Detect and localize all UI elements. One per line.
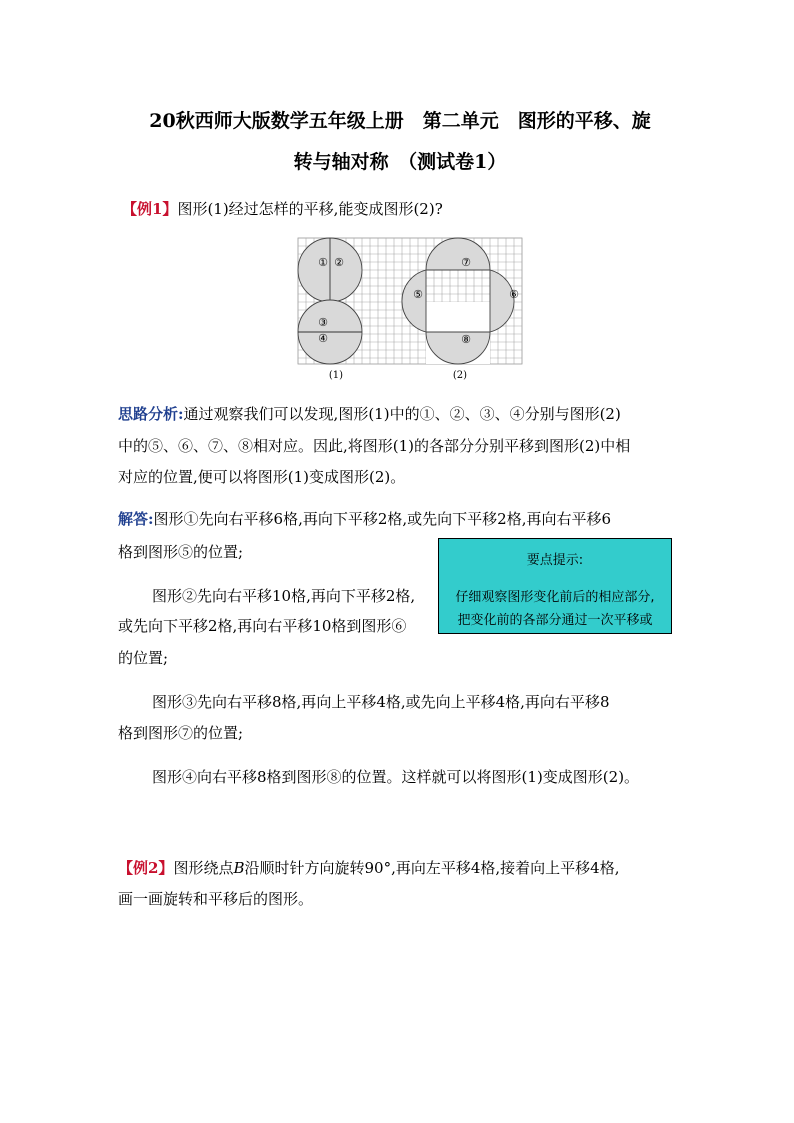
answer-line5: 的位置; bbox=[118, 649, 169, 667]
answer-text-1: 图形①先向右平移6格,再向下平移2格,或先向下平移2格,再向右平移6 bbox=[153, 510, 612, 528]
label-circle-3: ③ bbox=[318, 316, 328, 329]
analysis-line1 bbox=[118, 404, 621, 424]
answer-line3: 图形②先向右平移10格,再向下平移2格, bbox=[152, 587, 416, 605]
translation-figure bbox=[296, 236, 526, 386]
example2-label: 【例2】 bbox=[118, 859, 174, 877]
example1-label: 【例1】 bbox=[122, 200, 178, 218]
example2-line2: 画一画旋转和平移后的图形。 bbox=[118, 890, 314, 908]
example2-text-a: 图形绕点 bbox=[173, 859, 234, 877]
tip-title: 要点提示: bbox=[526, 553, 584, 568]
label-circle-4: ④ bbox=[318, 332, 328, 345]
tip-box bbox=[438, 538, 672, 634]
answer-line2: 格到图形⑤的位置; bbox=[118, 543, 244, 561]
analysis-line2: 中的⑤、⑥、⑦、⑧相对应。因此,将图形(1)的各部分分别平移到图形(2)中相 bbox=[118, 437, 631, 455]
document-title-line2: 转与轴对称 （测试卷1） bbox=[293, 151, 507, 173]
point-b-label: B bbox=[233, 859, 245, 877]
document-title-line1: 20秋西师大版数学五年级上册 第二单元 图形的平移、旋 bbox=[149, 110, 651, 132]
label-circle-7: ⑦ bbox=[461, 256, 471, 269]
example2-text-b: 沿顺时针方向旋转90°,再向左平移4格,接着向上平移4格, bbox=[244, 859, 620, 877]
caption-figure-2: (2) bbox=[452, 370, 468, 381]
example2-line1 bbox=[118, 858, 619, 878]
label-circle-1: ① bbox=[318, 256, 328, 269]
label-circle-2: ② bbox=[334, 256, 344, 269]
answer-line8: 图形④向右平移8格到图形⑧的位置。这样就可以将图形(1)变成图形(2)。 bbox=[152, 768, 640, 786]
answer-line7: 格到图形⑦的位置; bbox=[118, 724, 244, 742]
tip-line1: 仔细观察图形变化前后的相应部分, bbox=[455, 590, 655, 605]
analysis-label: 思路分析: bbox=[118, 405, 184, 423]
caption-figure-1: (1) bbox=[328, 370, 344, 381]
example1-question-text: 图形(1)经过怎样的平移,能变成图形(2)? bbox=[177, 200, 443, 218]
answer-label: 解答: bbox=[118, 510, 154, 528]
analysis-text-1: 通过观察我们可以发现,图形(1)中的①、②、③、④分别与图形(2) bbox=[183, 405, 621, 423]
answer-line6: 图形③先向右平移8格,再向上平移4格,或先向上平移4格,再向右平移8 bbox=[152, 693, 610, 711]
answer-line1 bbox=[118, 509, 611, 529]
answer-line4: 或先向下平移2格,再向右平移10格到图形⑥ bbox=[118, 617, 407, 635]
label-circle-5: ⑤ bbox=[413, 288, 423, 301]
example1-question bbox=[122, 199, 443, 219]
analysis-line3: 对应的位置,便可以将图形(1)变成图形(2)。 bbox=[118, 468, 406, 486]
label-circle-8: ⑧ bbox=[461, 333, 471, 346]
tip-line2: 把变化前的各部分通过一次平移或 bbox=[457, 613, 653, 628]
label-circle-6: ⑥ bbox=[509, 288, 519, 301]
